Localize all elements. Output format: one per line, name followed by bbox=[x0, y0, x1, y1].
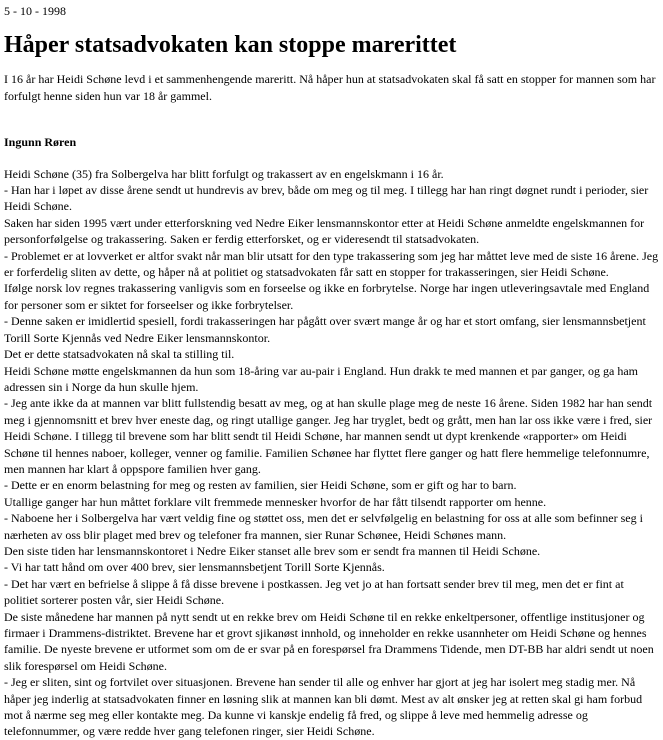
article-paragraph: De siste månedene har mannen på nytt sendt ut en rekke brev om Heidi Schøne til en rekke enkeltpersoner, offentlige institusjoner og firmaer i Drammens-distriktet. Brevene har et grovt sjikanøst innhold, og inneholder en rekke usannheter om Heidi Schøne og hennes familie. De nyeste brevene er utformet som om de er svar på en forespørsel fra Drammens Tidende, men DT-BB har aldri sendt ut noen slik forespørsel om Heidi Schøne. bbox=[4, 609, 654, 673]
article-paragraph: - Det har vært en befrielse å slippe å få disse brevene i postkassen. Jeg vet jo at han fortsatt sender brev til meg, men det er fint at politiet sorterer posten vår, sier Heidi Schøne. bbox=[4, 576, 624, 608]
article-body bbox=[4, 166, 659, 740]
article-paragraph: Heidi Schøne (35) fra Solbergelva har blitt forfulgt og trakassert av en engelskmann i 16 år. bbox=[4, 166, 444, 181]
article-paragraph: - Jeg ante ikke da at mannen var blitt fullstendig besatt av meg, og at han skulle plage meg de neste 16 årene. Siden 1982 har han sendt meg i gjennomsnitt et brev hver eneste dag, og ringt utallige ganger. Jeg har tryglet, bedt og grått, men han lar oss ikke være i fred, sier Heidi Schøne. I tillegg til brevene som har blitt sendt til Heidi Schøne, har mannen sendt ut dypt krenkende «rapporter» om Heidi Schøne til hennes naboer, kolleger, venner og familie. Familien Schønee har flyttet flere ganger og hatt flere hemmelige telefonnumre, men mannen har klart å oppspore familien hver gang. bbox=[4, 396, 653, 476]
article-paragraph: Den siste tiden har lensmannskontoret i Nedre Eiker stanset alle brev som er sendt fra mannen til Heidi Schøne. bbox=[4, 543, 541, 558]
article-paragraph: - Problemet er at lovverket er altfor svakt når man blir utsatt for den type trakassering som jeg har måttet leve med de siste 16 årene. Jeg er forferdelig sliten av dette, og håper nå at politiet og statsadvokaten får satt en stopper for trakasseringen, sier Heidi Schøne. bbox=[4, 248, 659, 280]
article-paragraph: Heidi Schøne møtte engelskmannen da hun som 18-åring var au-pair i England. Hun drakk te med mannen et par ganger, og ga ham adressen sin i Norge da hun skulle hjem. bbox=[4, 363, 638, 394]
article-paragraph: Det er dette statsadvokaten nå skal ta stilling til. bbox=[4, 347, 235, 362]
article-paragraph: - Naboene her i Solbergelva har vært veldig fine og støttet oss, men det er selvfølgelig en belastning for oss at alle som befinner seg i nærheten av oss blir plaget med brev og telefoner fra mannen, sier Runar Schønee, Heidi Schønes mann. bbox=[4, 511, 643, 542]
article-paragraph: Utallige ganger har hun måttet forklare vilt fremmede mennesker hvorfor de har fått tilsendt rapporter om henne. bbox=[4, 494, 547, 509]
article-lead: I 16 år har Heidi Schøne levd i et sammenhengende mareritt. Nå håper hun at statsadvokaten skal få satt en stopper for mannen som har forfulgt henne siden hun var 18 år gammel. bbox=[4, 72, 656, 103]
article-author: Ingunn Røren bbox=[4, 135, 77, 150]
article-paragraph: Saken har siden 1995 vært under etterforskning ved Nedre Eiker lensmannskontor etter at Heidi Schøne anmeldte engelskmannen for personforfølgelse og trakassering. Saken er ferdig etterforsket, og er videresendt til statsadvokaten. bbox=[4, 215, 645, 247]
article-paragraph: - Dette er en enorm belastning for meg og resten av familien, sier Heidi Schøne, som er gift og har to barn. bbox=[4, 478, 517, 493]
article-paragraph: - Denne saken er imidlertid spesiell, fordi trakasseringen har pågått over svært mange år og har et stort omfang, sier lensmannsbetjent Torill Sorte Kjennås ved Nedre Eiker lensmannskontor. bbox=[4, 314, 646, 345]
article-paragraph: - Vi har tatt hånd om over 400 brev, sier lensmannsbetjent Torill Sorte Kjennås. bbox=[4, 560, 385, 575]
article-paragraph: - Jeg er sliten, sint og fortvilet over situasjonen. Brevene han sender til alle og enhver har gjort at jeg har isolert meg stadig mer. Nå håper jeg inderlig at statsadvokaten finner en løsning slik at mannen kan bli dømt. Mest av alt ønsker jeg at retten skal gi ham forbud mot å nærme seg meg eller kontakte meg. Da kunne vi kanskje endelig få fred, og slippe å leve med hemmelig adresse og telefonnummer, og være redde hver gang telefonen ringer, sier Heidi Schøne. bbox=[4, 675, 643, 739]
article-title: Håper statsadvokaten kan stoppe marerittet bbox=[4, 32, 457, 59]
article-date: 5 - 10 - 1998 bbox=[4, 4, 66, 18]
article-paragraph: Ifølge norsk lov regnes trakassering vanligvis som en forseelse og ikke en forbrytelse. Norge har ingen utleveringsavtale med England for personer som er siktet for forseelser og ikke forbrytelser. bbox=[4, 281, 650, 312]
article-paragraph: - Han har i løpet av disse årene sendt ut hundrevis av brev, både om meg og til meg. I tillegg har han ringt døgnet rundt i perioder, sier Heidi Schøne. bbox=[4, 183, 649, 214]
